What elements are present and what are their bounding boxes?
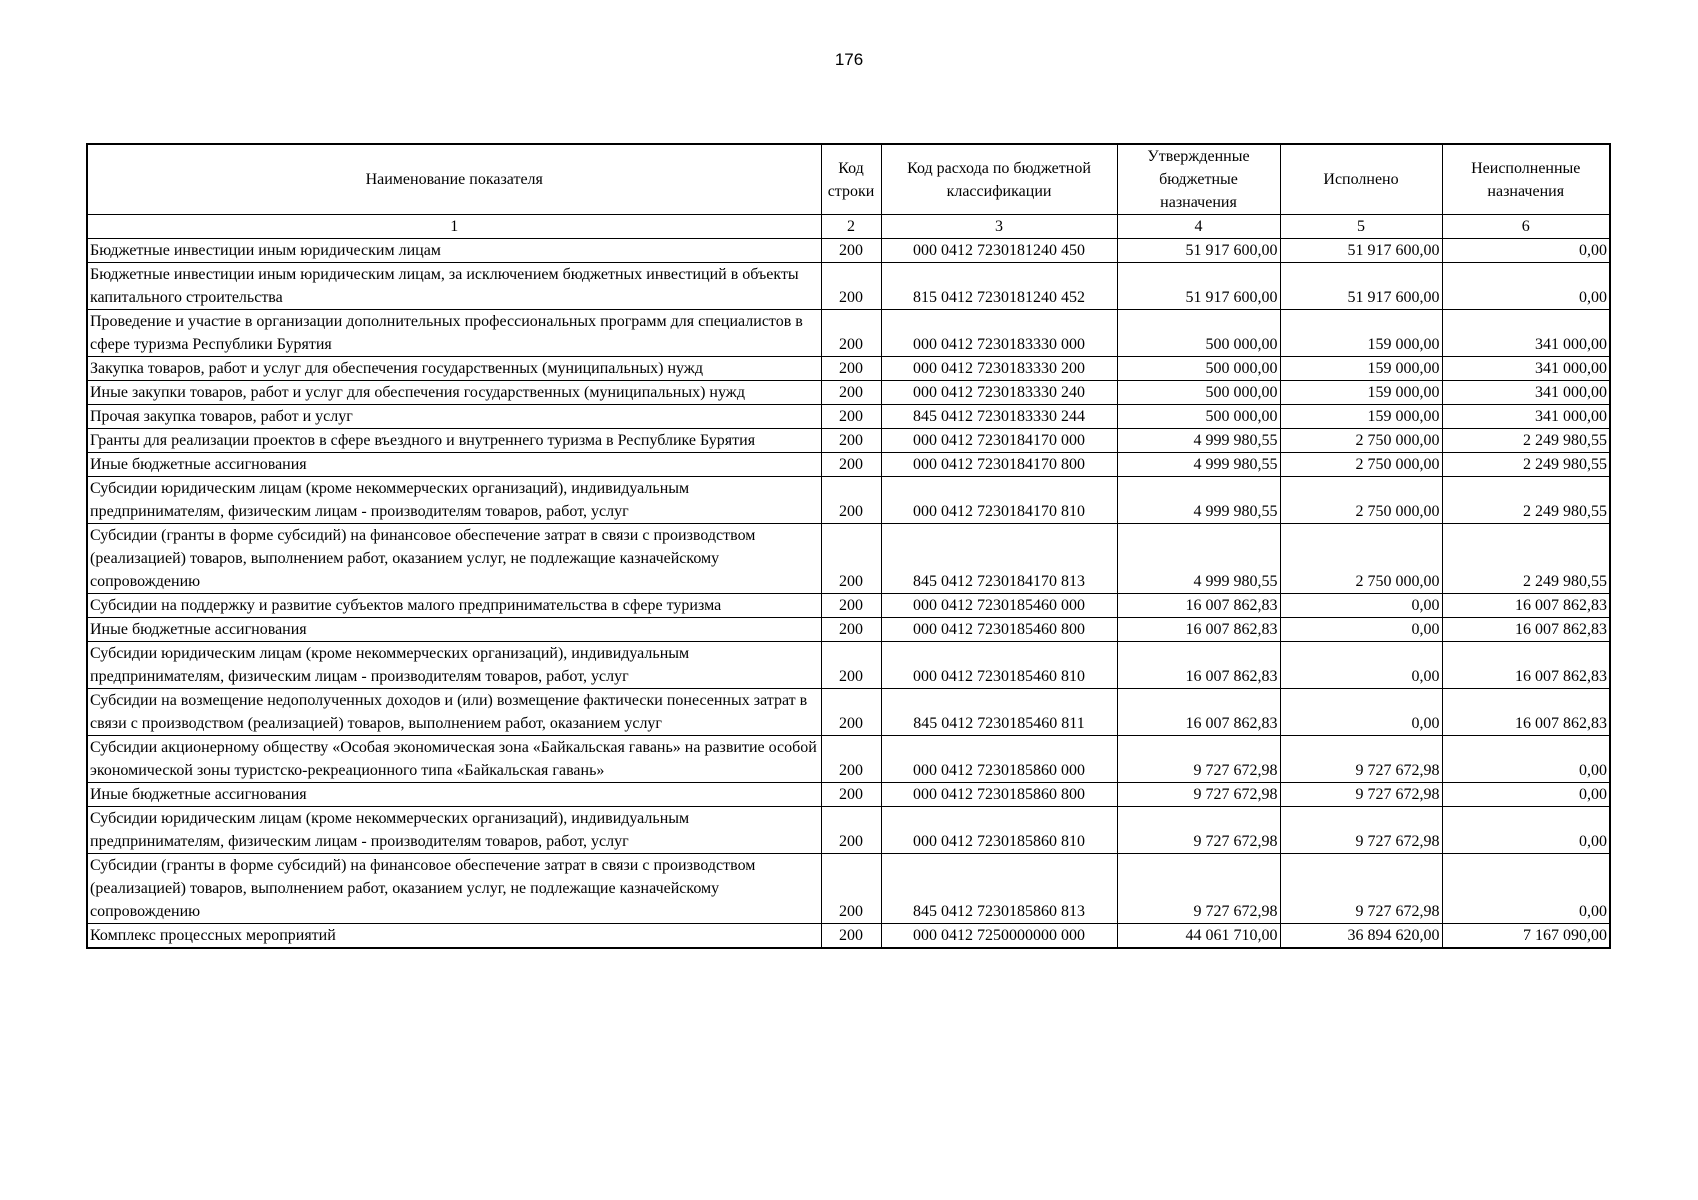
line-code: 200: [821, 854, 881, 924]
column-number-row: [87, 215, 1610, 239]
indicator-name: Субсидии юридическим лицам (кроме некоммерческих организаций), индивидуальным предпринимателям, физическим лицам - производителям товаров, работ, услуг: [87, 807, 821, 854]
header-line-code: Код строки: [821, 144, 881, 215]
line-code: 200: [821, 524, 881, 594]
unexecuted-amount: 7 167 090,00: [1442, 924, 1610, 949]
budget-classification-code: 845 0412 7230185460 811: [881, 689, 1117, 736]
table-row: [87, 263, 1610, 310]
unexecuted-amount: 0,00: [1442, 854, 1610, 924]
budget-classification-code: 000 0412 7230184170 810: [881, 477, 1117, 524]
budget-classification-code: 000 0412 7230184170 000: [881, 429, 1117, 453]
approved-amount: 9 727 672,98: [1117, 854, 1280, 924]
executed-amount: 2 750 000,00: [1280, 453, 1442, 477]
line-code: 200: [821, 381, 881, 405]
line-code: 200: [821, 429, 881, 453]
budget-classification-code: 845 0412 7230185860 813: [881, 854, 1117, 924]
executed-amount: 159 000,00: [1280, 405, 1442, 429]
executed-amount: 159 000,00: [1280, 381, 1442, 405]
table-row: [87, 357, 1610, 381]
unexecuted-amount: 0,00: [1442, 239, 1610, 263]
indicator-name: Закупка товаров, работ и услуг для обеспечения государственных (муниципальных) нужд: [87, 357, 821, 381]
indicator-name: Иные бюджетные ассигнования: [87, 453, 821, 477]
line-code: 200: [821, 783, 881, 807]
table-row: [87, 239, 1610, 263]
indicator-name: Субсидии (гранты в форме субсидий) на финансовое обеспечение затрат в связи с производством (реализацией) товаров, выполнением работ, оказанием услуг, не подлежащие казначейскому сопровождению: [87, 854, 821, 924]
approved-amount: 4 999 980,55: [1117, 524, 1280, 594]
executed-amount: 0,00: [1280, 594, 1442, 618]
executed-amount: 159 000,00: [1280, 310, 1442, 357]
column-number: 5: [1280, 215, 1442, 239]
budget-classification-code: 000 0412 7230183330 240: [881, 381, 1117, 405]
executed-amount: 9 727 672,98: [1280, 807, 1442, 854]
unexecuted-amount: 16 007 862,83: [1442, 618, 1610, 642]
executed-amount: 9 727 672,98: [1280, 783, 1442, 807]
unexecuted-amount: 341 000,00: [1442, 310, 1610, 357]
approved-amount: 16 007 862,83: [1117, 689, 1280, 736]
budget-classification-code: 000 0412 7230185860 810: [881, 807, 1117, 854]
table-row: [87, 381, 1610, 405]
table-row: [87, 854, 1610, 924]
table-row: [87, 594, 1610, 618]
approved-amount: 4 999 980,55: [1117, 453, 1280, 477]
table-row: [87, 453, 1610, 477]
budget-classification-code: 845 0412 7230183330 244: [881, 405, 1117, 429]
approved-amount: 51 917 600,00: [1117, 239, 1280, 263]
budget-classification-code: 000 0412 7230183330 000: [881, 310, 1117, 357]
unexecuted-amount: 0,00: [1442, 263, 1610, 310]
budget-execution-table: [86, 143, 1611, 949]
executed-amount: 0,00: [1280, 689, 1442, 736]
budget-classification-code: 000 0412 7230185860 000: [881, 736, 1117, 783]
budget-classification-code: 000 0412 7230185460 000: [881, 594, 1117, 618]
line-code: 200: [821, 310, 881, 357]
budget-classification-code: 815 0412 7230181240 452: [881, 263, 1117, 310]
column-number: 3: [881, 215, 1117, 239]
page-number: 176: [834, 50, 864, 69]
indicator-name: Иные бюджетные ассигнования: [87, 783, 821, 807]
executed-amount: 51 917 600,00: [1280, 239, 1442, 263]
budget-classification-code: 000 0412 7230181240 450: [881, 239, 1117, 263]
line-code: 200: [821, 642, 881, 689]
approved-amount: 16 007 862,83: [1117, 618, 1280, 642]
line-code: 200: [821, 807, 881, 854]
unexecuted-amount: 16 007 862,83: [1442, 642, 1610, 689]
approved-amount: 500 000,00: [1117, 310, 1280, 357]
line-code: 200: [821, 618, 881, 642]
executed-amount: 2 750 000,00: [1280, 429, 1442, 453]
executed-amount: 2 750 000,00: [1280, 524, 1442, 594]
indicator-name: Гранты для реализации проектов в сфере въездного и внутреннего туризма в Республике Бурятия: [87, 429, 821, 453]
budget-classification-code: 000 0412 7230185860 800: [881, 783, 1117, 807]
line-code: 200: [821, 453, 881, 477]
unexecuted-amount: 341 000,00: [1442, 381, 1610, 405]
executed-amount: 0,00: [1280, 618, 1442, 642]
table-row: [87, 924, 1610, 949]
unexecuted-amount: 16 007 862,83: [1442, 689, 1610, 736]
line-code: 200: [821, 924, 881, 949]
indicator-name: Субсидии на поддержку и развитие субъектов малого предпринимательства в сфере туризма: [87, 594, 821, 618]
executed-amount: 2 750 000,00: [1280, 477, 1442, 524]
line-code: 200: [821, 736, 881, 783]
table-row: [87, 736, 1610, 783]
line-code: 200: [821, 594, 881, 618]
column-number: 6: [1442, 215, 1610, 239]
approved-amount: 4 999 980,55: [1117, 477, 1280, 524]
indicator-name: Прочая закупка товаров, работ и услуг: [87, 405, 821, 429]
header-indicator-name: Наименование показателя: [87, 144, 821, 215]
column-number: 1: [87, 215, 821, 239]
approved-amount: 51 917 600,00: [1117, 263, 1280, 310]
executed-amount: 9 727 672,98: [1280, 736, 1442, 783]
header-budget-classification-code: Код расхода по бюджетной классификации: [881, 144, 1117, 215]
executed-amount: 36 894 620,00: [1280, 924, 1442, 949]
approved-amount: 16 007 862,83: [1117, 594, 1280, 618]
header-row: [87, 144, 1610, 215]
approved-amount: 16 007 862,83: [1117, 642, 1280, 689]
table-body: [87, 239, 1610, 949]
approved-amount: 500 000,00: [1117, 357, 1280, 381]
indicator-name: Иные бюджетные ассигнования: [87, 618, 821, 642]
indicator-name: Субсидии (гранты в форме субсидий) на финансовое обеспечение затрат в связи с производством (реализацией) товаров, выполнением работ, оказанием услуг, не подлежащие казначейскому сопровождению: [87, 524, 821, 594]
executed-amount: 51 917 600,00: [1280, 263, 1442, 310]
executed-amount: 159 000,00: [1280, 357, 1442, 381]
unexecuted-amount: 341 000,00: [1442, 405, 1610, 429]
unexecuted-amount: 2 249 980,55: [1442, 477, 1610, 524]
unexecuted-amount: 0,00: [1442, 783, 1610, 807]
indicator-name: Субсидии акционерному обществу «Особая экономическая зона «Байкальская гавань» на развитие особой экономической зоны туристско-рекреационного типа «Байкальская гавань»: [87, 736, 821, 783]
budget-classification-code: 000 0412 7230185460 800: [881, 618, 1117, 642]
approved-amount: 500 000,00: [1117, 405, 1280, 429]
unexecuted-amount: 16 007 862,83: [1442, 594, 1610, 618]
column-number: 4: [1117, 215, 1280, 239]
line-code: 200: [821, 263, 881, 310]
budget-classification-code: 000 0412 7230185460 810: [881, 642, 1117, 689]
indicator-name: Субсидии на возмещение недополученных доходов и (или) возмещение фактически понесенных затрат в связи с производством (реализацией) товаров, выполнением работ, оказанием услуг: [87, 689, 821, 736]
budget-classification-code: 000 0412 7230184170 800: [881, 453, 1117, 477]
line-code: 200: [821, 405, 881, 429]
table-row: [87, 429, 1610, 453]
unexecuted-amount: 2 249 980,55: [1442, 429, 1610, 453]
unexecuted-amount: 0,00: [1442, 736, 1610, 783]
table-row: [87, 310, 1610, 357]
header-executed: Исполнено: [1280, 144, 1442, 215]
unexecuted-amount: 0,00: [1442, 807, 1610, 854]
table-row: [87, 405, 1610, 429]
indicator-name: Комплекс процессных мероприятий: [87, 924, 821, 949]
indicator-name: Субсидии юридическим лицам (кроме некоммерческих организаций), индивидуальным предпринимателям, физическим лицам - производителям товаров, работ, услуг: [87, 477, 821, 524]
indicator-name: Бюджетные инвестиции иным юридическим лицам: [87, 239, 821, 263]
budget-classification-code: 000 0412 7230183330 200: [881, 357, 1117, 381]
approved-amount: 44 061 710,00: [1117, 924, 1280, 949]
table-row: [87, 783, 1610, 807]
unexecuted-amount: 2 249 980,55: [1442, 524, 1610, 594]
table-row: [87, 524, 1610, 594]
line-code: 200: [821, 689, 881, 736]
executed-amount: 9 727 672,98: [1280, 854, 1442, 924]
indicator-name: Иные закупки товаров, работ и услуг для обеспечения государственных (муниципальных) нужд: [87, 381, 821, 405]
table-row: [87, 689, 1610, 736]
column-number: 2: [821, 215, 881, 239]
approved-amount: 500 000,00: [1117, 381, 1280, 405]
indicator-name: Субсидии юридическим лицам (кроме некоммерческих организаций), индивидуальным предпринимателям, физическим лицам - производителям товаров, работ, услуг: [87, 642, 821, 689]
approved-amount: 9 727 672,98: [1117, 807, 1280, 854]
indicator-name: Проведение и участие в организации дополнительных профессиональных программ для специалистов в сфере туризма Республики Бурятия: [87, 310, 821, 357]
header-approved-appropriations: Утвержденные бюджетные назначения: [1117, 144, 1280, 215]
approved-amount: 9 727 672,98: [1117, 736, 1280, 783]
table-row: [87, 477, 1610, 524]
unexecuted-amount: 2 249 980,55: [1442, 453, 1610, 477]
budget-classification-code: 000 0412 7250000000 000: [881, 924, 1117, 949]
line-code: 200: [821, 357, 881, 381]
line-code: 200: [821, 477, 881, 524]
unexecuted-amount: 341 000,00: [1442, 357, 1610, 381]
table-row: [87, 807, 1610, 854]
approved-amount: 9 727 672,98: [1117, 783, 1280, 807]
header-unexecuted-appropriations: Неисполненные назначения: [1442, 144, 1610, 215]
executed-amount: 0,00: [1280, 642, 1442, 689]
approved-amount: 4 999 980,55: [1117, 429, 1280, 453]
indicator-name: Бюджетные инвестиции иным юридическим лицам, за исключением бюджетных инвестиций в объекты капитального строительства: [87, 263, 821, 310]
table-row: [87, 642, 1610, 689]
line-code: 200: [821, 239, 881, 263]
budget-classification-code: 845 0412 7230184170 813: [881, 524, 1117, 594]
table-row: [87, 618, 1610, 642]
